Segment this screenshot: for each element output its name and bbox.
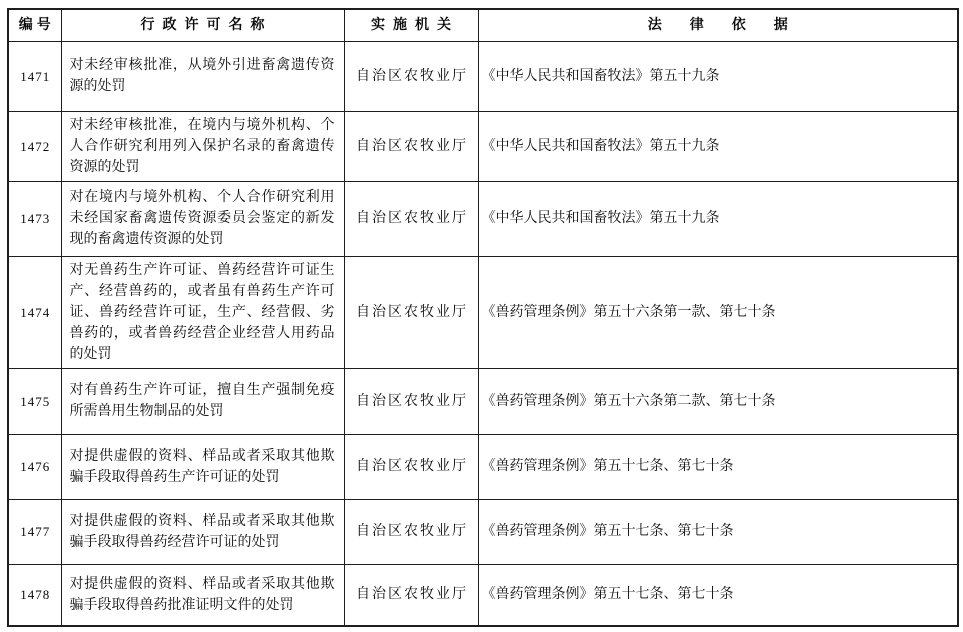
cell-agency: 自治区农牧业厅	[344, 41, 478, 111]
cell-id: 1472	[8, 111, 61, 181]
column-header-id: 编号	[8, 9, 61, 41]
table-row	[8, 111, 958, 181]
cell-name: 对提供虚假的资料、样品或者采取其他欺骗手段取得兽药经营许可证的处罚	[61, 499, 344, 564]
table-row	[8, 499, 958, 564]
permits-table	[7, 8, 959, 627]
cell-agency: 自治区农牧业厅	[344, 111, 478, 181]
cell-legal: 《兽药管理条例》第五十七条、第七十条	[478, 564, 958, 626]
cell-legal: 《中华人民共和国畜牧法》第五十九条	[478, 111, 958, 181]
cell-id: 1471	[8, 41, 61, 111]
cell-name: 对在境内与境外机构、个人合作研究利用未经国家畜禽遗传资源委员会鉴定的新发现的畜禽遗传资源的处罚	[61, 181, 344, 256]
table-row	[8, 564, 958, 626]
cell-agency: 自治区农牧业厅	[344, 256, 478, 368]
cell-name: 对无兽药生产许可证、兽药经营许可证生产、经营兽药的，或者虽有兽药生产许可证、兽药经营许可证，生产、经营假、劣兽药的，或者兽药经营企业经营人用药品的处罚	[61, 256, 344, 368]
cell-id: 1474	[8, 256, 61, 368]
cell-name: 对提供虚假的资料、样品或者采取其他欺骗手段取得兽药批准证明文件的处罚	[61, 564, 344, 626]
cell-id: 1478	[8, 564, 61, 626]
cell-legal: 《兽药管理条例》第五十六条第一款、第七十条	[478, 256, 958, 368]
cell-agency: 自治区农牧业厅	[344, 368, 478, 434]
cell-legal: 《兽药管理条例》第五十六条第二款、第七十条	[478, 368, 958, 434]
cell-name: 对提供虚假的资料、样品或者采取其他欺骗手段取得兽药生产许可证的处罚	[61, 434, 344, 499]
cell-agency: 自治区农牧业厅	[344, 564, 478, 626]
table-row	[8, 434, 958, 499]
cell-id: 1477	[8, 499, 61, 564]
cell-id: 1473	[8, 181, 61, 256]
header-row	[8, 9, 958, 41]
cell-id: 1475	[8, 368, 61, 434]
cell-legal: 《中华人民共和国畜牧法》第五十九条	[478, 181, 958, 256]
cell-agency: 自治区农牧业厅	[344, 434, 478, 499]
cell-name: 对有兽药生产许可证，擅自生产强制免疫所需兽用生物制品的处罚	[61, 368, 344, 434]
cell-legal: 《兽药管理条例》第五十七条、第七十条	[478, 434, 958, 499]
cell-name: 对未经审核批准，在境内与境外机构、个人合作研究利用列入保护名录的畜禽遗传资源的处罚	[61, 111, 344, 181]
table-row	[8, 41, 958, 111]
column-header-agency: 实施机关	[344, 9, 478, 41]
column-header-name: 行政许可名称	[61, 9, 344, 41]
cell-legal: 《中华人民共和国畜牧法》第五十九条	[478, 41, 958, 111]
table-row	[8, 181, 958, 256]
cell-agency: 自治区农牧业厅	[344, 181, 478, 256]
table-row	[8, 256, 958, 368]
column-header-legal: 法律依据	[478, 9, 958, 41]
cell-name: 对未经审核批准，从境外引进畜禽遗传资源的处罚	[61, 41, 344, 111]
cell-agency: 自治区农牧业厅	[344, 499, 478, 564]
table-row	[8, 368, 958, 434]
cell-id: 1476	[8, 434, 61, 499]
cell-legal: 《兽药管理条例》第五十七条、第七十条	[478, 499, 958, 564]
